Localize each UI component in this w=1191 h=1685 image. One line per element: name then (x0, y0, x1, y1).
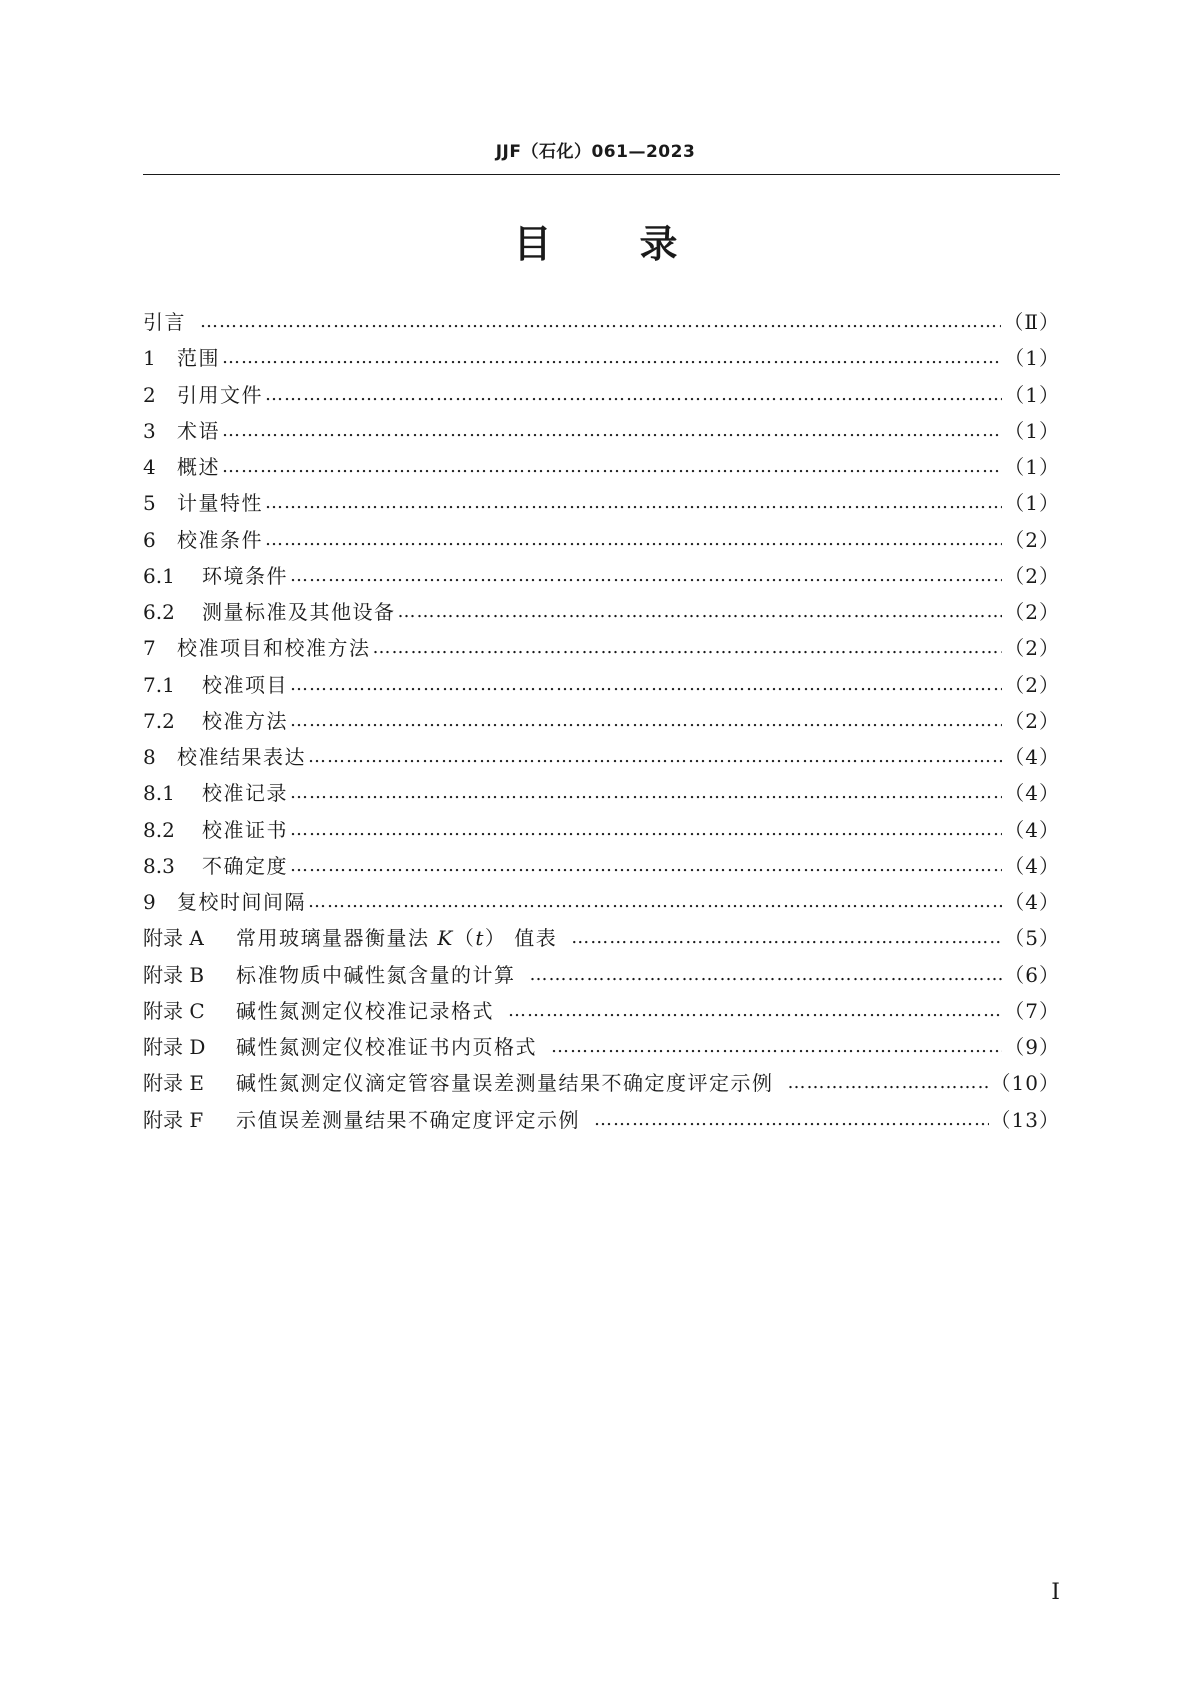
toc-entry-page: （4） (1004, 745, 1060, 770)
toc-entry-label: 不确定度 (202, 853, 288, 878)
toc-dot-leader (222, 346, 1002, 370)
toc-entry-number: 附录 B (143, 962, 205, 987)
toc-dot-leader (290, 818, 1002, 842)
toc-entry-page: （4） (1004, 853, 1060, 878)
toc-entry-page: （1） (1004, 382, 1060, 407)
toc-entry-page: （2） (1004, 672, 1060, 697)
toc-entry-number: 附录 D (143, 1035, 206, 1060)
toc-entry-number: 2 (143, 382, 156, 407)
toc-entry-8[interactable] (143, 739, 1060, 775)
toc-entry-number: 7 (143, 636, 156, 661)
toc-entry-page: （2） (1004, 527, 1060, 552)
toc-entry-1[interactable] (143, 340, 1060, 376)
toc-entry-label: 校准证书 (202, 817, 288, 842)
toc-dot-leader (290, 673, 1002, 697)
toc-dot-leader (571, 926, 1002, 950)
toc-entry-8-2[interactable] (143, 812, 1060, 848)
toc-entry-label: 校准项目 (202, 672, 288, 697)
toc-dot-leader (398, 600, 1003, 624)
toc-entry-6-2[interactable] (143, 594, 1060, 630)
toc-entry-preface[interactable] (143, 304, 1060, 340)
toc-entry-label: 复校时间间隔 (177, 890, 306, 915)
toc-dot-leader (290, 709, 1002, 733)
toc-entry-9[interactable] (143, 884, 1060, 920)
toc-entry-label: 标准物质中碱性氮含量的计算 (236, 962, 516, 987)
toc-dot-leader (222, 419, 1002, 443)
toc-entry-page: （2） (1004, 563, 1060, 588)
toc-entry-appendix-d[interactable] (143, 1029, 1060, 1065)
toc-entry-page: （10） (990, 1071, 1060, 1096)
toc-entry-number: 附录 A (143, 926, 204, 951)
toc-entry-page: （5） (1004, 926, 1060, 951)
toc-entry-number: 8.1 (143, 781, 175, 806)
toc-entry-label: 碱性氮测定仪校准证书内页格式 (236, 1035, 537, 1060)
toc-dot-leader (222, 455, 1002, 479)
toc-entry-label: 示值误差测量结果不确定度评定示例 (236, 1107, 580, 1132)
page-number: I (1051, 1580, 1060, 1605)
toc-entry-number: 8 (143, 745, 156, 770)
toc-dot-leader (290, 854, 1002, 878)
toc-entry-label: 碱性氮测定仪校准记录格式 (236, 998, 494, 1023)
toc-label-part: ） 值表 (484, 926, 558, 951)
toc-dot-leader (265, 528, 1002, 552)
toc-entry-appendix-e[interactable] (143, 1065, 1060, 1101)
toc-entry-page: （6） (1004, 962, 1060, 987)
toc-entry-label (236, 926, 557, 950)
toc-entry-7[interactable] (143, 630, 1060, 666)
toc-entry-page: （4） (1004, 817, 1060, 842)
toc-label-italic: K (437, 926, 454, 951)
toc-dot-leader (308, 890, 1002, 914)
toc-entry-number: 1 (143, 346, 156, 371)
toc-entry-label: 校准项目和校准方法 (177, 636, 371, 661)
toc-label-part: 常用玻璃量器衡量法 (236, 926, 438, 951)
toc-entry-page: （1） (1004, 346, 1060, 371)
toc-entry-label: 环境条件 (202, 563, 288, 588)
toc-entry-number: 5 (143, 491, 156, 516)
toc-entry-number: 附录 E (143, 1071, 204, 1096)
toc-label-part: （ (453, 926, 476, 951)
toc-entry-label: 引言 (143, 310, 186, 335)
standard-code-header: JJF（石化）061—2023 (495, 142, 696, 162)
toc-entry-label: 术语 (177, 418, 220, 443)
toc-entry-8-1[interactable] (143, 775, 1060, 811)
toc-entry-page: （4） (1004, 890, 1060, 915)
toc-entry-number: 8.3 (143, 853, 175, 878)
toc-entry-number: 6.2 (143, 600, 175, 625)
toc-entry-8-3[interactable] (143, 848, 1060, 884)
toc-entry-number: 6 (143, 527, 156, 552)
toc-entry-number: 4 (143, 455, 156, 480)
toc-entry-label: 校准结果表达 (177, 745, 306, 770)
toc-dot-leader (508, 999, 1002, 1023)
toc-entry-number: 7.2 (143, 708, 175, 733)
toc-entry-2[interactable] (143, 377, 1060, 413)
toc-entry-label: 校准方法 (202, 708, 288, 733)
toc-entry-number: 3 (143, 418, 156, 443)
header-divider (143, 174, 1060, 175)
toc-entry-7-2[interactable] (143, 703, 1060, 739)
toc-entry-number: 附录 C (143, 998, 205, 1023)
toc-dot-leader (265, 491, 1002, 515)
toc-entry-6[interactable] (143, 522, 1060, 558)
table-of-contents (143, 304, 1060, 1138)
toc-entry-label: 引用文件 (177, 382, 263, 407)
toc-entry-4[interactable] (143, 449, 1060, 485)
title-char-1: 目 (513, 222, 552, 266)
toc-entry-page: （9） (1004, 1035, 1060, 1060)
toc-entry-page: （1） (1004, 455, 1060, 480)
page-title (0, 220, 1191, 268)
toc-entry-label: 校准记录 (202, 781, 288, 806)
toc-entry-number: 附录 F (143, 1107, 204, 1132)
toc-dot-leader (200, 310, 1001, 334)
toc-dot-leader (373, 636, 1003, 660)
toc-label-italic: t (475, 926, 485, 951)
toc-dot-leader (788, 1071, 989, 1095)
title-char-2: 录 (639, 222, 678, 266)
toc-entry-page: （1） (1004, 418, 1060, 443)
toc-entry-3[interactable] (143, 413, 1060, 449)
toc-entry-6-1[interactable] (143, 558, 1060, 594)
toc-entry-label: 计量特性 (177, 491, 263, 516)
toc-dot-leader (551, 1035, 1002, 1059)
toc-entry-appendix-b[interactable] (143, 957, 1060, 993)
toc-entry-page: （7） (1004, 998, 1060, 1023)
toc-entry-number: 7.1 (143, 672, 175, 697)
toc-entry-page: （2） (1004, 636, 1060, 661)
toc-entry-5[interactable] (143, 485, 1060, 521)
toc-dot-leader (530, 963, 1003, 987)
toc-entry-page: （2） (1004, 600, 1060, 625)
toc-entry-label: 测量标准及其他设备 (202, 600, 396, 625)
toc-entry-label: 范围 (177, 346, 220, 371)
toc-entry-appendix-c[interactable] (143, 993, 1060, 1029)
toc-entry-page: （4） (1004, 781, 1060, 806)
toc-dot-leader (594, 1108, 989, 1132)
toc-entry-label: 校准条件 (177, 527, 263, 552)
toc-dot-leader (308, 745, 1002, 769)
toc-entry-label: 概述 (177, 455, 220, 480)
toc-entry-page: （13） (990, 1107, 1060, 1132)
toc-entry-number: 8.2 (143, 817, 175, 842)
toc-dot-leader (290, 564, 1002, 588)
toc-entry-number: 6.1 (143, 563, 175, 588)
toc-dot-leader (290, 781, 1002, 805)
toc-entry-7-1[interactable] (143, 667, 1060, 703)
toc-entry-page: （1） (1004, 491, 1060, 516)
toc-entry-number: 9 (143, 890, 156, 915)
toc-entry-appendix-a[interactable] (143, 920, 1060, 956)
toc-entry-page: （2） (1004, 708, 1060, 733)
toc-entry-label: 碱性氮测定仪滴定管容量误差测量结果不确定度评定示例 (236, 1071, 774, 1096)
toc-entry-page: （Ⅱ） (1003, 310, 1060, 335)
toc-entry-appendix-f[interactable] (143, 1102, 1060, 1138)
toc-dot-leader (265, 383, 1002, 407)
